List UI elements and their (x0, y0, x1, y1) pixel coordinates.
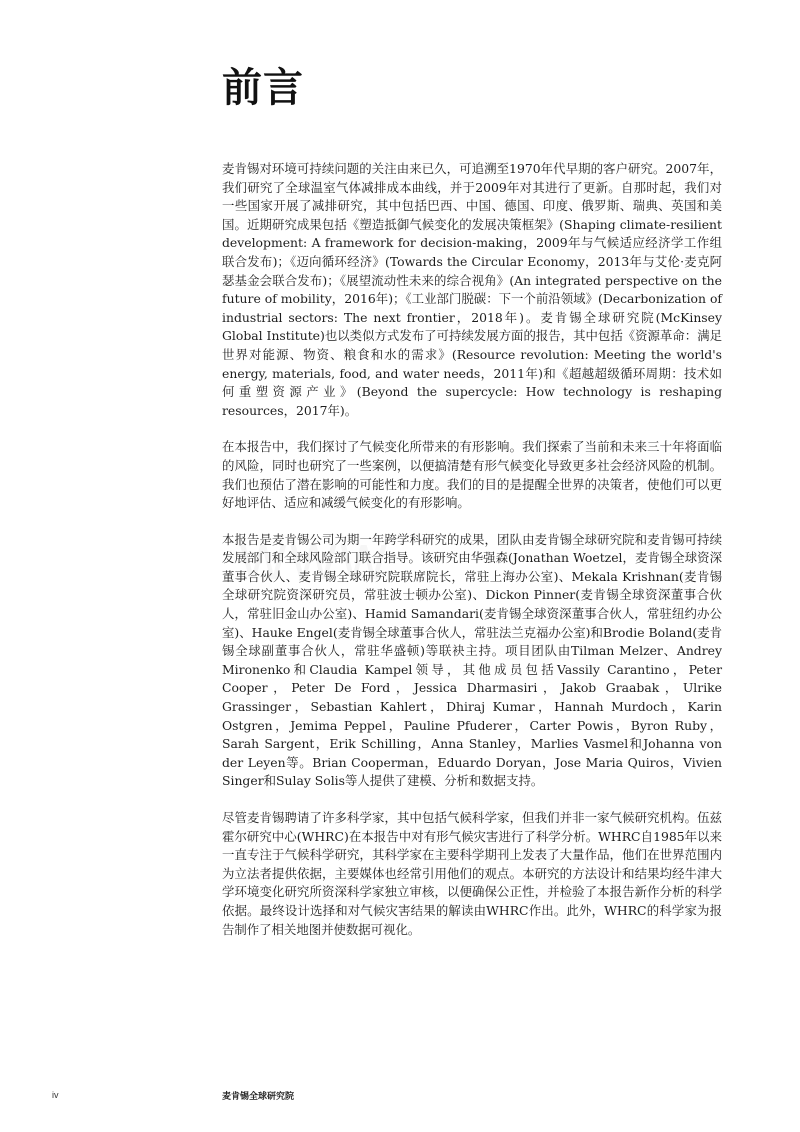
footer-organization: 麦肯锡全球研究院 (222, 1092, 295, 1102)
body-text (222, 160, 722, 957)
page-number: iv (52, 1090, 59, 1100)
paragraph-team: 本报告是麦肯锡公司为期一年跨学科研究的成果，团队由麦肯锡全球研究院和麦肯锡可持续发展部门和全球风险部门联合指导。该研究由华强森(Jonathan Woetzel，麦肯锡全球资深董事合伙人、麦肯锡全球研究院联席院长，常驻上海办公室)、Mekala Krishnan(麦肯锡全球研究院资深研究员，常驻波士顿办公室)、Dickon Pinner(麦肯锡全球资深董事合伙人，常驻旧金山办公室)、Hamid Samandari(麦肯锡全球资深董事合伙人，常驻纽约办公室)、Hauke Engel(麦肯锡全球董事合伙人，常驻法兰克福办公室)和Brodie Boland(麦肯锡全球副董事合伙人，常驻华盛顿)等联袂主持。项目团队由Tilman Melzer、Andrey Mironenko和Claudia Kampel领导，其他成员包括Vassily Carantino，Peter Cooper，Peter De Ford，Jessica Dharmasiri，Jakob Graabak，Ulrike Grassinger，Sebastian Kahlert，Dhiraj Kumar，Hannah Murdoch，Karin Ostgren，Jemima Peppel，Pauline Pfuderer，Carter Powis，Byron Ruby，Sarah Sargent，Erik Schilling，Anna Stanley，Marlies Vasmel和Johanna von der Leyen等。Brian Cooperman，Eduardo Doryan，Jose Maria Quiros，Vivien Singer和Sulay Solis等人提供了建模、分析和数据支持。 (222, 531, 722, 789)
paragraph-background: 麦肯锡对环境可持续问题的关注由来已久，可追溯至1970年代早期的客户研究。2007年，我们研究了全球温室气体减排成本曲线，并于2009年对其进行了更新。自那时起，我们对一些国家开展了减排研究，其中包括巴西、中国、德国、印度、俄罗斯、瑞典、英国和美国。近期研究成果包括《塑造抵御气候变化的发展决策框架》(Shaping climate-resilient development: A framework for decision-making，2009年与气候适应经济学工作组联合发布)；《迈向循环经济》(Towards the Circular Economy，2013年与艾伦·麦克阿瑟基金会联合发布)；《展望流动性未来的综合视角》(An integrated perspective on the future of mobility，2016年)；《工业部门脱碳：下一个前沿领域》(Decarbonization of industrial sectors: The next frontier，2018年)。麦肯锡全球研究院(McKinsey Global Institute)也以类似方式发布了可持续发展方面的报告，其中包括《资源革命：满足世界对能源、物资、粮食和水的需求》(Resource revolution: Meeting the world's energy, materials, food, and water needs，2011年)和《超越超级循环周期：技术如何重塑资源产业》(Beyond the supercycle: How technology is reshaping resources，2017年)。 (222, 161, 722, 418)
page-title: 前言 (222, 65, 304, 111)
paragraph-whrc: 尽管麦肯锡聘请了许多科学家，其中包括气候科学家，但我们并非一家气候研究机构。伍兹霍尔研究中心(WHRC)在本报告中对有形气候灾害进行了科学分析。WHRC自1985年以来一直专注于气候科学研究，其科学家在主要科学期刊上发表了大量作品，他们在世界范围内为立法者提供依据，主要媒体也经常引用他们的观点。本研究的方法设计和结果均经牛津大学环境变化研究所资深科学家独立审核，以便确保公正性，并检验了本报告新作分析的科学依据。最终设计选择和对气候灾害结果的解读由WHRC作出。此外，WHRC的科学家为报告制作了相关地图并使数据可视化。 (222, 810, 722, 937)
paragraph-purpose: 在本报告中，我们探讨了气候变化所带来的有形影响。我们探索了当前和未来三十年将面临的风险，同时也研究了一些案例，以便搞清楚有形气候变化导致更多社会经济风险的机制。我们也预估了潜在影响的可能性和力度。我们的目的是提醒全世界的决策者，使他们可以更好地评估、适应和减缓气候变化的有形影响。 (222, 439, 722, 511)
